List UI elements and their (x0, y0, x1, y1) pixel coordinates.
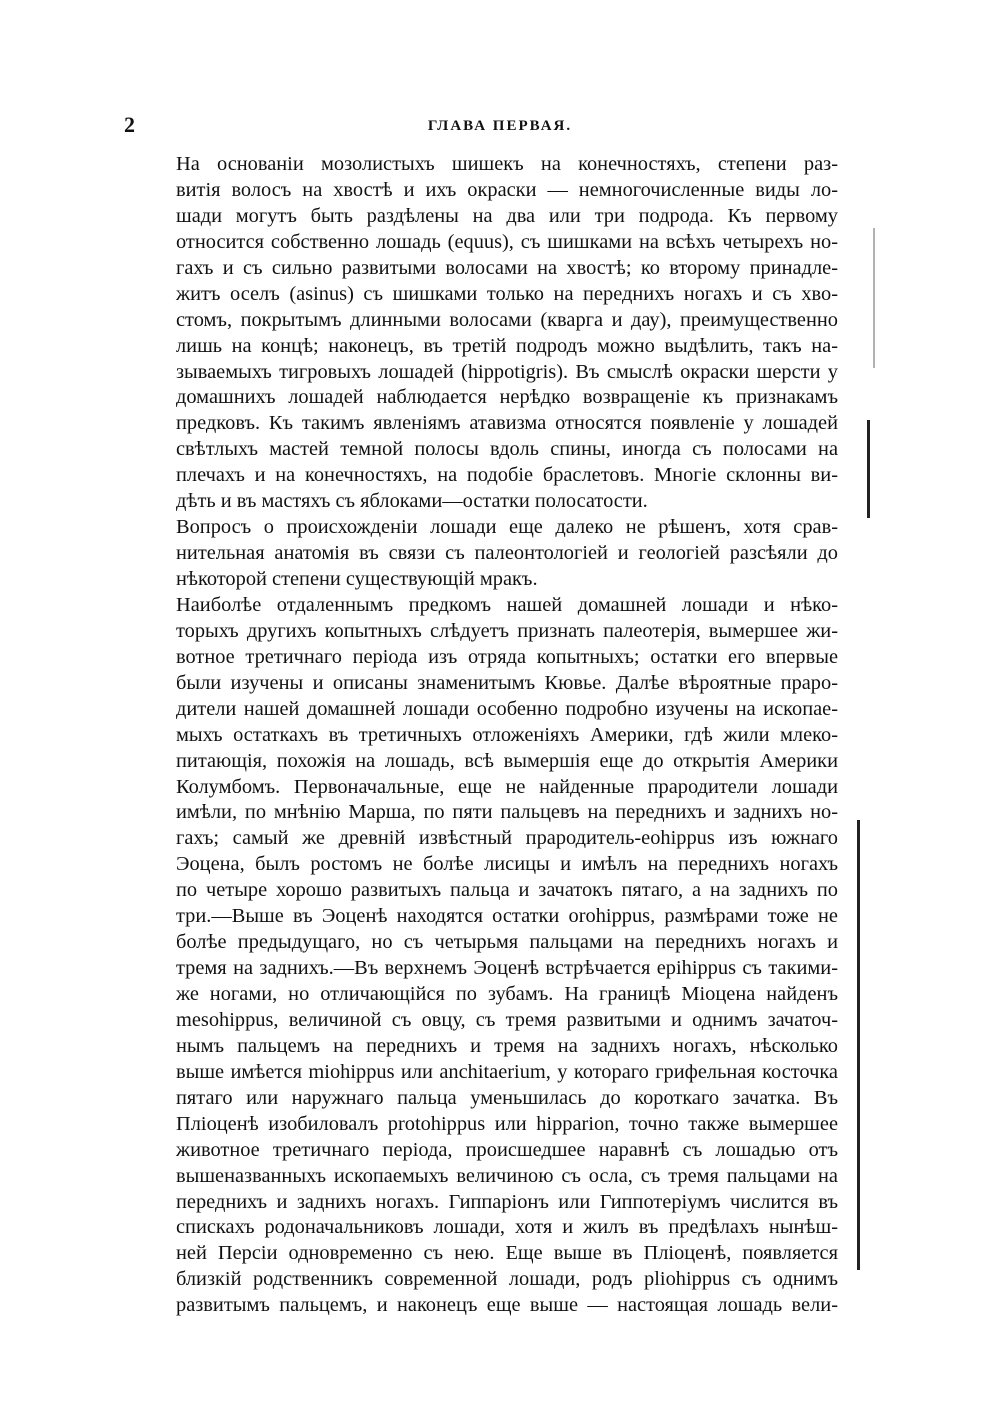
text-line: мыхъ остаткахъ въ третичныхъ отложеніяхъ Америки, гдѣ жили млеко- (176, 723, 838, 746)
paragraph-1 (130, 152, 838, 515)
text-line: три.—Выше въ Эоценѣ находятся остатки orohippus, размѣрами тоже не (176, 905, 838, 928)
text-line: На основаніи мозолистыхъ шишекъ на конечностяхъ, степени раз- (176, 153, 838, 175)
text-line: Наиболѣе отдаленнымъ предкомъ нашей домашней лошади и нѣко- (176, 593, 838, 616)
text-line: предковъ. Къ такимъ явленіямъ атавизма относятся появленіе у лошадей (176, 412, 838, 435)
text-line: витія волосъ на хвостѣ и ихъ окраски — немногочисленные виды ло- (176, 178, 838, 201)
text-line: стомъ, покрытымъ длинными волосами (кварга и дау), преимущественно (176, 308, 838, 331)
text-line: же ногами, но отличающійся по зубамъ. На границѣ Міоцена найденъ (176, 983, 838, 1005)
text-line: животное третичнаго періода, происшедшее наравнѣ съ лошадью отъ (176, 1138, 838, 1161)
text-line: по четыре хорошо развитыхъ пальца и зачатокъ пятаго, а на заднихъ по (176, 879, 838, 902)
text-line: нительная анатомія въ связи съ палеонтологіей и геологіей разсѣяли до (176, 542, 838, 565)
text-line: пятаго или наружнаго пальца уменьшилась до короткаго зачатка. Въ (176, 1086, 838, 1109)
margin-scan-line-bottom (857, 820, 860, 1270)
margin-scan-line-lower (867, 420, 870, 518)
text-line: имѣли, по мнѣнію Марша, по пяти пальцевъ на переднихъ и заднихъ но- (176, 801, 838, 824)
margin-scan-line-upper (873, 228, 875, 368)
text-line: нѣкоторой степени существующій мракъ. (176, 568, 538, 590)
paragraph-3 (130, 593, 838, 1319)
chapter-running-title: ГЛАВА ПЕРВАЯ. (427, 118, 573, 134)
text-line: вышеназванныхъ ископаемыхъ величиною съ осла, съ тремя пальцами на (176, 1164, 838, 1187)
text-line: житъ оселъ (asinus) съ шишками только на переднихъ ногахъ и съ хво- (176, 282, 838, 305)
text-line: дѣть и въ мастяхъ съ яблоками—остатки полосатости. (176, 490, 648, 513)
text-line: вотное третичнаго періода изъ отряда копытныхъ; остатки его впервые (176, 645, 838, 668)
text-line: развитымъ пальцемъ, и наконецъ еще выше — настоящая лошадь вели- (176, 1294, 838, 1317)
text-line: выше имѣется miohippus или anchitaerium, у котораго грифельная косточка (176, 1060, 838, 1083)
text-line: переднихъ и заднихъ ногахъ. Гиппаріонъ или Гиппотеріумъ числится въ (176, 1190, 838, 1213)
text-line: Эоцена, былъ ростомъ не болѣе лисицы и имѣлъ на переднихъ ногахъ (176, 853, 838, 876)
paragraph-2 (130, 515, 838, 593)
text-line: дители нашей домашней лошади особенно подробно изучены на ископае- (176, 697, 838, 720)
text-line: шади могутъ быть раздѣлены на два или три подрода. Къ первому (176, 204, 838, 227)
page-number: 2 (124, 112, 135, 137)
text-line: тремя на заднихъ.—Въ верхнемъ Эоценѣ встрѣчается epihippus съ такими- (176, 957, 838, 980)
text-line: Пліоценѣ изобиловалъ protohippus или hipparion, точно также вымершее (176, 1112, 838, 1135)
text-line: были изучены и описаны знаменитымъ Кювье. Далѣе вѣроятные праро- (176, 671, 838, 694)
text-line: торыхъ другихъ копытныхъ слѣдуетъ признать палеотерія, вымершее жи- (176, 619, 838, 642)
text-line: гахъ и съ сильно развитыми волосами на хвостѣ; ко второму принадле- (176, 256, 838, 279)
text-line: зываемыхъ тигровыхъ лошадей (hippotigris). Въ смыслѣ окраски шерсти у (176, 360, 838, 383)
text-line: относится собственно лошадь (equus), съ шишками на всѣхъ четырехъ но- (176, 230, 838, 253)
text-line: спискахъ родоначальниковъ лошади, хотя и жилъ въ предѣлахъ нынѣш- (176, 1216, 838, 1239)
body-text (130, 152, 838, 1319)
text-line: питающія, похожія на лошадь, всѣ вымершія еще до открытія Америки (176, 749, 838, 772)
text-line: близкій родственникъ современной лошади, родъ pliohippus съ однимъ (176, 1268, 838, 1291)
text-line: лишь на концѣ; наконецъ, въ третій подродъ можно выдѣлить, такъ на- (176, 334, 838, 357)
text-line: нымъ пальцемъ на переднихъ и тремя на заднихъ ногахъ, нѣсколько (176, 1034, 838, 1057)
text-line: свѣтлыхъ мастей темной полосы вдоль спины, иногда съ полосами на (176, 438, 838, 461)
text-line: гахъ; самый же древній извѣстный прародитель-eohippus изъ южнаго (176, 827, 838, 850)
text-line: плечахъ и на конечностяхъ, на подобіе браслетовъ. Многіе склонны ви- (176, 464, 838, 487)
text-line: болѣе предыдущаго, но съ четырьмя пальцами на переднихъ ногахъ и (176, 931, 838, 954)
text-line: mesohippus, величиной съ овцу, съ тремя развитыми и однимъ зачаточ- (176, 1008, 838, 1031)
text-line: Вопросъ о происхожденіи лошади еще далеко не рѣшенъ, хотя срав- (176, 516, 838, 539)
text-line: ней Персіи одновременно съ нею. Еще выше въ Пліоценѣ, появляется (176, 1242, 838, 1265)
text-line: Колумбомъ. Первоначальные, еще не найденные прародители лошади (176, 775, 838, 798)
text-line: домашнихъ лошадей наблюдается нерѣдко возвращеніе къ признакамъ (176, 386, 838, 409)
